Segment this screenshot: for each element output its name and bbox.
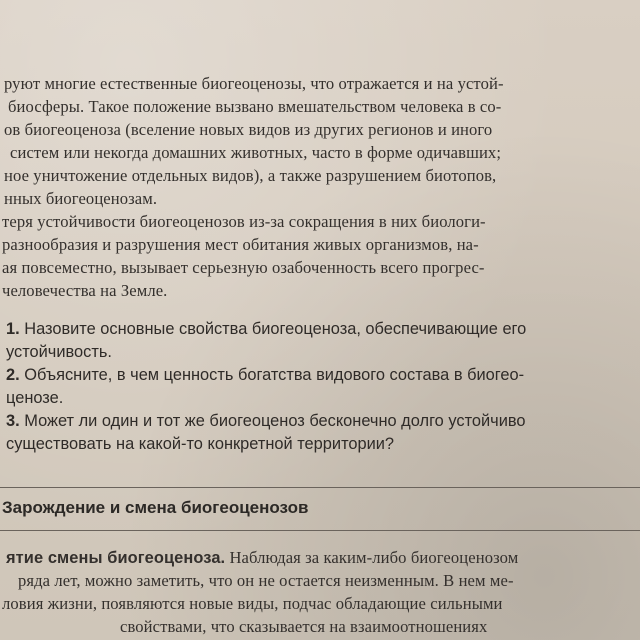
paragraph-line: ное уничтожение отдельных видов), а также разрушением биотопов, — [4, 166, 497, 185]
question-text: Может ли один и тот же биогеоценоз бесконечно долго устойчиво — [24, 412, 526, 430]
paragraph-line — [6, 548, 518, 568]
paragraph-line: теря устойчивости биогеоценозов из-за сокращения в них биологи- — [2, 212, 486, 231]
question-number: 2. — [6, 366, 20, 384]
paragraph-line: ряда лет, можно заметить, что он не остается неизменным. В нем ме- — [18, 571, 514, 590]
section-heading: Зарождение и смена биогеоценозов — [2, 498, 309, 517]
section-divider-top — [0, 487, 640, 488]
question-2-continuation: ценозе. — [6, 389, 64, 407]
question-3-continuation: существовать на какой-то конкретной территории? — [6, 435, 395, 453]
question-text: Назовите основные свойства биогеоценоза, обеспечивающие его — [24, 320, 527, 338]
paragraph-lead-term: ятие смены биогеоценоза. — [6, 549, 226, 567]
question-2 — [6, 366, 524, 385]
paragraph-line: ов биогеоценоза (вселение новых видов из других регионов и иного — [4, 120, 493, 139]
paragraph-line: свойствами, что сказывается на взаимоотношениях — [120, 617, 488, 636]
paragraph-line: ая повсеместно, вызывает серьезную озабоченность всего прогрес- — [2, 258, 485, 277]
paragraph-line: нных биогеоценозам. — [4, 189, 158, 208]
question-3 — [6, 412, 526, 431]
question-text: Объясните, в чем ценность богатства видового состава в биогео- — [24, 366, 525, 384]
paragraph-line: разнообразия и разрушения мест обитания живых организмов, на- — [2, 235, 479, 254]
paragraph-text: Наблюдая за каким-либо биогеоценозом — [225, 548, 519, 567]
question-1-continuation: устойчивость. — [6, 343, 112, 361]
paragraph-line: биосферы. Такое положение вызвано вмешательством человека в со- — [8, 97, 502, 116]
question-number: 1. — [6, 320, 20, 338]
question-1 — [6, 320, 526, 339]
paragraph-line: человечества на Земле. — [2, 281, 168, 300]
paragraph-line: ловия жизни, появляются новые виды, подчас обладающие сильными — [2, 594, 503, 613]
question-number: 3. — [6, 412, 20, 430]
paragraph-line: систем или некогда домашних животных, часто в форме одичавших; — [10, 143, 502, 162]
section-divider-bottom — [0, 530, 640, 531]
paragraph-line: руют многие естественные биогеоценозы, что отражается и на устой- — [4, 74, 504, 93]
